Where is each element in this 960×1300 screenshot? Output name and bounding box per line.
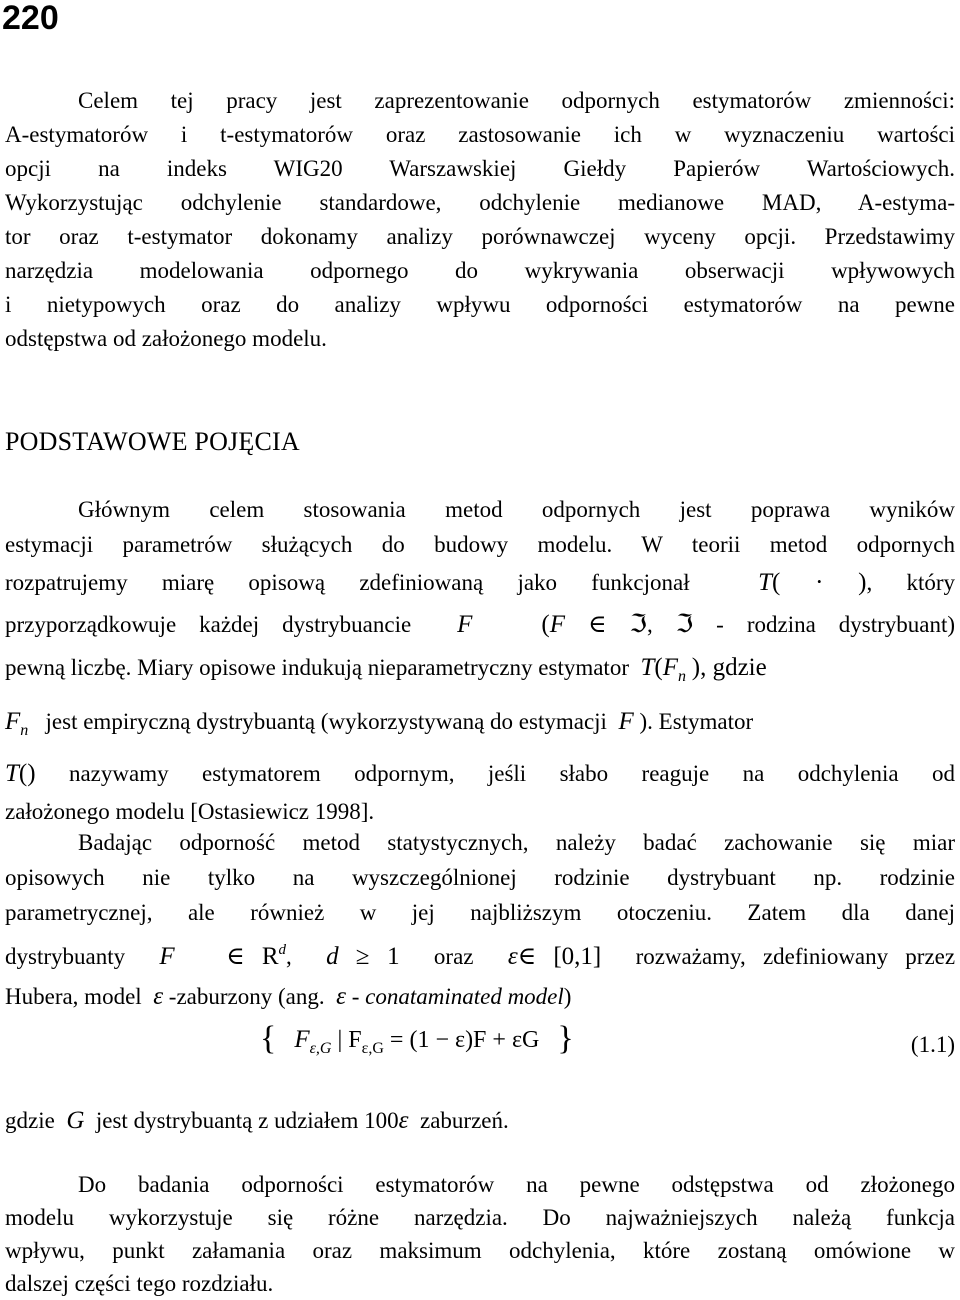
intro-line: Celem tej pracy jest zaprezentowanie odpornych estymatorów zmienności: xyxy=(78,88,955,113)
p4-line: dalszej części tego rozdziału. xyxy=(5,1271,274,1296)
p1-line: estymacji parametrów służących do budowy modelu. W teorii metod odpornych xyxy=(5,532,955,557)
p1-line: przyporządkowuje każdej dystrybuancie F (F ∈ ℑ, ℑ - rodzina dystrybuant) xyxy=(5,611,956,638)
family-symbol: ℑ xyxy=(675,611,694,638)
p1-line: Głównym celem stosowania metod odpornych jest poprawa wyników xyxy=(78,497,955,522)
page-number: 220 xyxy=(2,0,59,37)
p1-line: T() nazywamy estymatorem odpornym, jeśli słabo reaguje na odchylenia od xyxy=(5,760,956,787)
intro-line: Wykorzystując odchylenie standardowe, odchylenie medianowe MAD, A-estyma- xyxy=(5,190,955,215)
p4-line: modelu wykorzystuje się różne narzędzia. Do najważniejszych należą funkcja xyxy=(5,1205,955,1230)
p4-line: wpływu, punkt załamania oraz maksimum odchylenia, które zostaną omówione w xyxy=(5,1238,955,1263)
intro-line: opcji na indeks WIG20 Warszawskiej Giełdy Papierów Wartościowych. xyxy=(5,156,955,181)
p2-line: Badając odporność metod statystycznych, należy badać zachowanie się miar xyxy=(78,830,955,855)
p2-line: opisowych nie tylko na wyszczególnionej rodzinie dystrybuant np. rodzinie xyxy=(5,865,955,890)
huber-paragraph xyxy=(5,825,955,1017)
intro-paragraph xyxy=(5,84,955,356)
p4-line: Do badania odporności estymatorów na pewne odstępstwa od złożonego xyxy=(78,1172,955,1197)
equation-number: (1.1) xyxy=(910,1032,955,1057)
p1-line: $F_n$ jest empiryczną dystrybuantą (wykorzystywaną do estymacji F ). Estymator xyxy=(5,708,754,739)
family-symbol: ℑ xyxy=(629,611,647,638)
intro-line: i nietypowych oraz do analizy wpływu odporności estymatorów na pewne xyxy=(5,292,955,317)
intro-line: narzędzia modelowania odpornego do wykrywania obserwacji wpływowych xyxy=(5,258,955,283)
intro-line: A-estymatorów i t-estymatorów oraz zastosowanie ich w wyznaczeniu wartości xyxy=(5,122,955,147)
where-line: gdzie G jest dystrybuantą z udziałem 100ε zaburzeń. xyxy=(5,1107,509,1134)
functional-T: T xyxy=(758,569,773,596)
equation-1-1 xyxy=(5,1020,955,1070)
p1-line: założonego modelu [Ostasiewicz 1998]. xyxy=(5,799,375,824)
p2-line: Hubera, model ε -zaburzony (ang. ε - conataminated model) xyxy=(5,983,572,1010)
intro-line: tor oraz t-estymator dokonamy analizy porównawczej wyceny opcji. Przedstawimy xyxy=(5,224,955,249)
p1-line: rozpatrujemy miarę opisową zdefiniowaną jako funkcjonał T( · ), który xyxy=(5,569,956,596)
p2-line: parametrycznej, ale również w jej najbliższym otoczeniu. Zatem dla danej xyxy=(5,900,955,925)
definition-paragraph xyxy=(5,492,955,830)
p1-line: pewną liczbę. Miary opisowe indukują nieparametryczny estymator $T(F_n$ ), gdzie xyxy=(5,654,767,685)
intro-line: odstępstwa od założonego modelu. xyxy=(5,326,327,351)
equation-body: { $F_{\varepsilon,G}$ | $F_{\varepsilon,G} = (1 - \varepsilon)F + \varepsilon G$ } xyxy=(260,1020,574,1057)
section-heading: PODSTAWOWE POJĘCIA xyxy=(5,427,300,456)
tools-paragraph xyxy=(5,1168,955,1300)
p2-line: dystrybuanty F ∈ $R^d$, d ≥ 1 oraz ε∈ [0,1] rozważamy, zdefiniowany przez xyxy=(5,942,956,970)
